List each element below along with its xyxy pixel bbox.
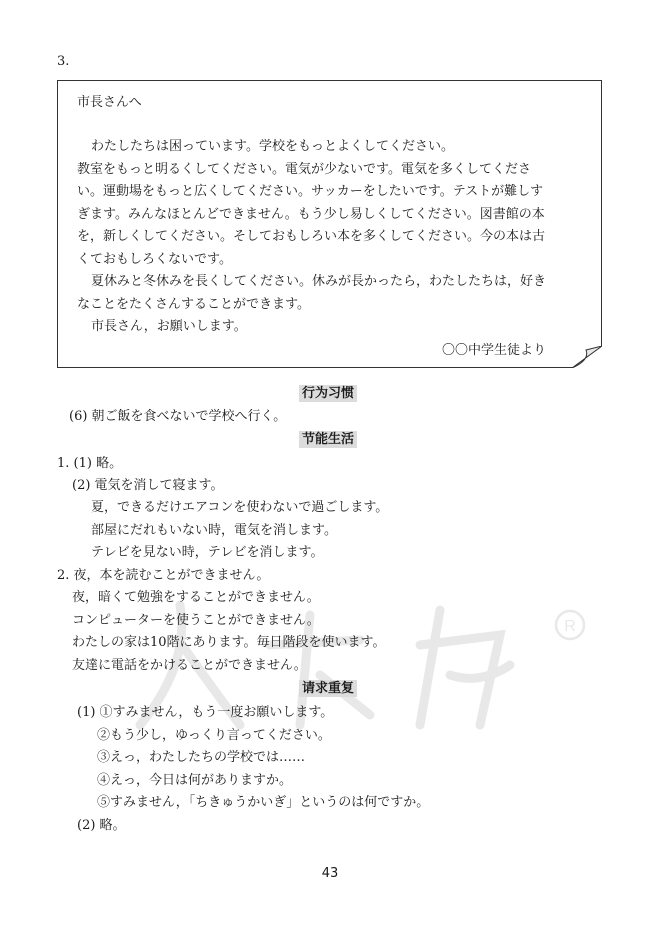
answer-line: (2) 略。	[77, 818, 126, 833]
answer-line: ⑤すみません，「ちきゅうかいぎ」というのは何ですか。	[97, 795, 430, 810]
letter-line: ぎます。みんなほとんどできません。もう少し易しくしてください。図書館の本	[77, 207, 545, 222]
answer-line: ④えっ，今日は何がありますか。	[97, 773, 293, 788]
answer-line: (6) 朝ご飯を食べないで学校へ行く。	[69, 409, 287, 424]
answer-line: コンピューターを使うことができません。	[72, 613, 320, 628]
letter-line: 市長さん，お願いします。	[91, 319, 247, 334]
letter-line: わたしたちは困っています。学校をもっとよくしてください。	[91, 139, 454, 154]
problem-number: 3.	[57, 54, 70, 69]
answer-line: ②もう少し，ゆっくり言ってください。	[97, 728, 331, 743]
answer-line: 夏，できるだけエアコンを使わないで過ごします。	[91, 500, 389, 515]
section-heading: 行为习惯	[299, 385, 357, 402]
answer-line: 部屋にだれもいない時，電気を消します。	[91, 523, 337, 538]
letter-line: 夏休みと冬休みを長くしてください。休みが長かったら，わたしたちは，好き	[91, 274, 547, 289]
letter-line: なことをたくさんすることができます。	[77, 297, 310, 312]
answer-line: 2. 夜，本を読むことができません。	[57, 568, 270, 583]
letter-signature: 〇〇中学生徒より	[442, 343, 547, 358]
svg-text:R: R	[564, 618, 576, 635]
letter-line: くておもしろくないです。	[77, 252, 232, 267]
answer-line: (2) 電気を消して寝ます。	[72, 478, 224, 493]
answer-line: テレビを見ない時，テレビを消します。	[91, 545, 324, 560]
answer-line: (1) ①すみません，もう一度お願いします。	[77, 705, 334, 720]
answer-line: 夜，暗くて勉強をすることができません。	[72, 590, 320, 605]
letter-line: い。運動場をもっと広くしてください。サッカーをしたいです。テストが難しす	[77, 184, 544, 199]
letter-line: 教室をもっと明るくしてください。電気が少ないです。電気を多くしてくださ	[77, 162, 531, 177]
answer-line: ③えっ，わたしたちの学校では……	[97, 750, 306, 765]
letter-greeting: 市長さんへ	[77, 95, 142, 110]
section-heading: 节能生活	[299, 431, 357, 448]
answer-line: わたしの家は10階にあります。毎日階段を使います。	[72, 635, 386, 650]
page-curl-icon	[572, 346, 602, 368]
page-number: 43	[321, 866, 339, 881]
answer-line: 1. (1) 略。	[57, 456, 123, 471]
letter-line: を，新しくしてください。そしておもしろい本を多くしてください。今の本は古	[77, 229, 546, 244]
answer-line: 友達に電話をかけることができません。	[72, 658, 307, 673]
section-heading: 请求重复	[299, 680, 357, 697]
